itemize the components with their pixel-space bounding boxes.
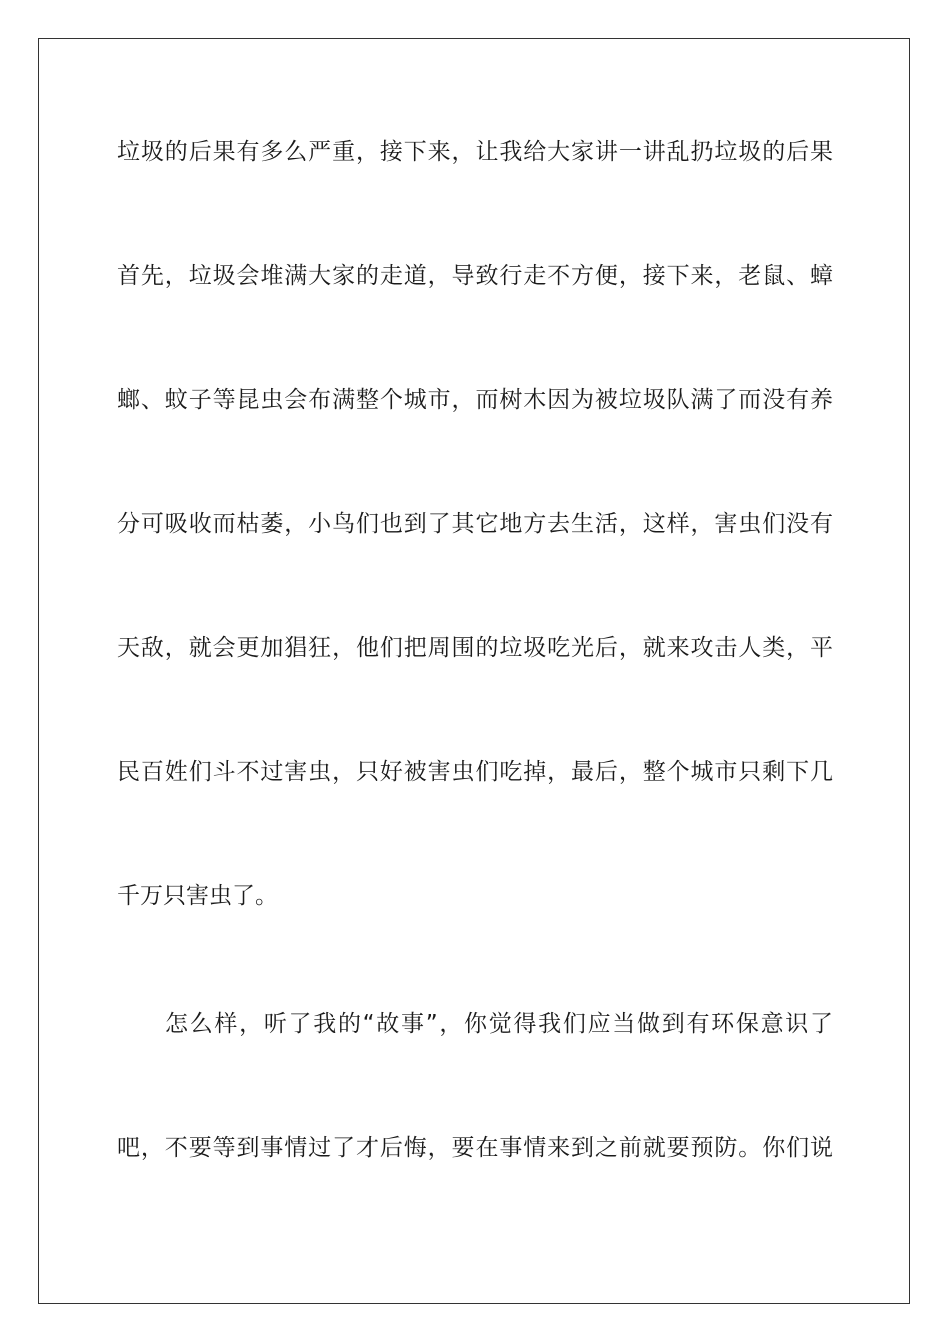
text-line: 天敌，就会更加猖狂，他们把周围的垃圾吃光后，就来攻击人类，平	[117, 635, 833, 661]
text-line: 垃圾的后果有多么严重，接下来，让我给大家讲一讲乱扔垃圾的后果	[117, 139, 833, 165]
text-line: 螂、蚊子等昆虫会布满整个城市，而树木因为被垃圾队满了而没有养	[117, 387, 833, 413]
text-line: 民百姓们斗不过害虫，只好被害虫们吃掉，最后，整个城市只剩下几	[117, 759, 833, 785]
text-line: 首先，垃圾会堆满大家的走道，导致行走不方便，接下来，老鼠、蟑	[117, 263, 833, 289]
text-line: 吧，不要等到事情过了才后悔，要在事情来到之前就要预防。你们说	[117, 1135, 833, 1161]
text-line: 怎么样，听了我的“故事”，你觉得我们应当做到有环保意识了	[165, 1011, 833, 1037]
text-line: 分可吸收而枯萎，小鸟们也到了其它地方去生活，这样，害虫们没有	[117, 511, 833, 537]
text-line: 千万只害虫了。	[117, 883, 278, 909]
page-frame	[38, 38, 910, 1304]
